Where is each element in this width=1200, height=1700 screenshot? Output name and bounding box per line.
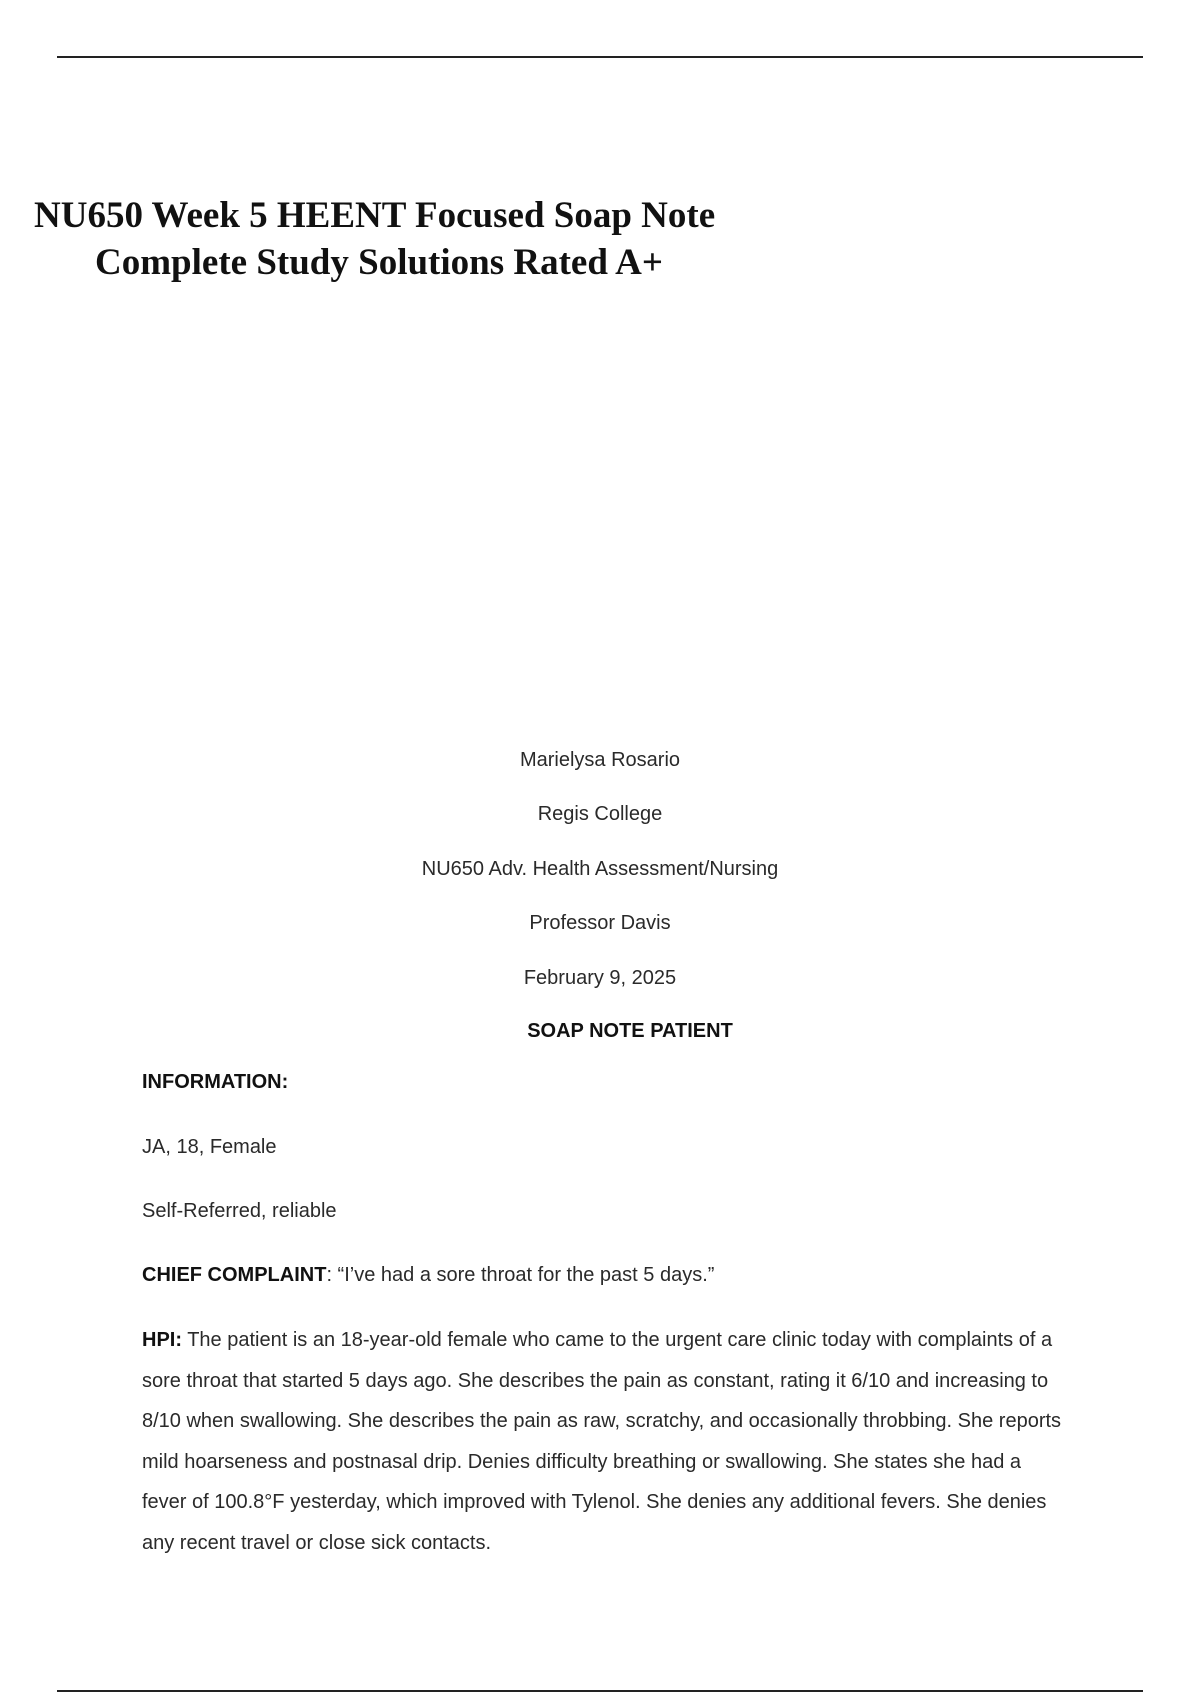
hpi-label: HPI: (142, 1329, 182, 1351)
info-heading-label: INFORMATION: (142, 1071, 289, 1093)
bottom-rule (57, 1690, 1143, 1692)
chief-complaint-label: CHIEF COMPLAINT (142, 1264, 327, 1286)
info-heading (142, 1071, 1062, 1094)
document-title (34, 192, 754, 286)
hpi-paragraph (142, 1320, 1062, 1563)
patient-identifier: JA, 18, Female (142, 1136, 277, 1158)
top-rule (57, 56, 1143, 58)
author-name: Marielysa Rosario (519, 749, 681, 771)
document-date: February 9, 2025 (523, 967, 677, 989)
professor-name: Professor Davis (529, 912, 671, 934)
course-name: NU650 Adv. Health Assessment/Nursing (421, 858, 779, 880)
document-title-line-1: NU650 Week 5 HEENT Focused Soap Note (34, 195, 716, 236)
referral-source: Self-Referred, reliable (142, 1200, 337, 1222)
section-heading: SOAP NOTE PATIENT (527, 1020, 733, 1042)
chief-complaint (142, 1264, 1062, 1287)
institution-name: Regis College (537, 803, 663, 825)
document-title-line-2: Complete Study Solutions Rated A+ (95, 242, 663, 283)
hpi-text: The patient is an 18-year-old female who came to the urgent care clinic today with complaints of a sore throat that started 5 days ago. She describes the pain as constant, rating it 6/10 and increasing to 8/10 when swallowing. She describes the pain as raw, scratchy, and occasionally throbbing. She reports mild hoarseness and postnasal drip. Denies difficulty breathing or swallowing. She states she had a fever of 100.8°F yesterday, which improved with Tylenol. She denies any additional fevers. She denies any recent travel or close sick contacts. (142, 1329, 1062, 1554)
chief-complaint-text: : “I’ve had a sore throat for the past 5 days.” (326, 1264, 715, 1286)
